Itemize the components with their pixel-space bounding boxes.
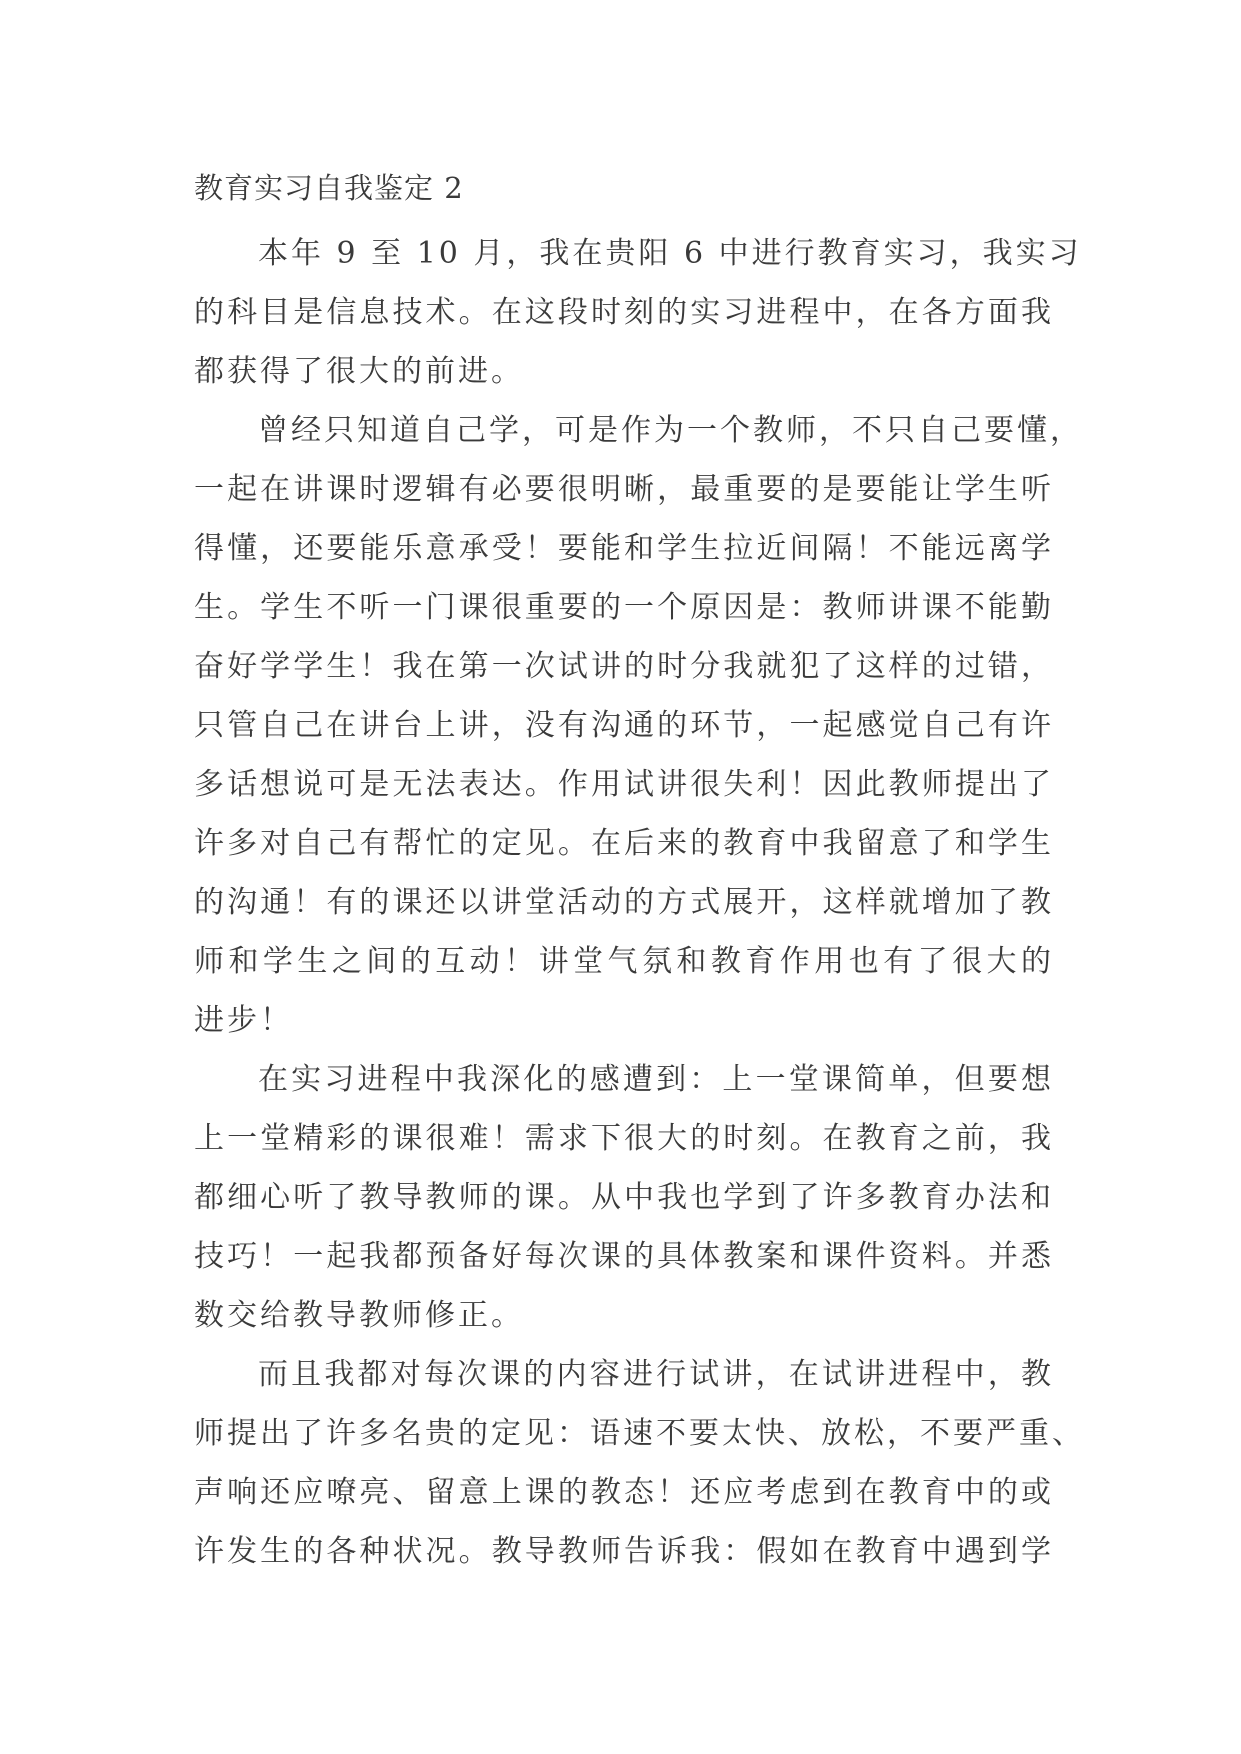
text-line: 多话想说可是无法表达。作用试讲很失利！因此教师提出了: [194, 767, 1054, 802]
text-line: 一起在讲课时逻辑有必要很明晰，最重要的是要能让学生听: [194, 472, 1054, 507]
paragraph-3: [194, 1050, 1054, 1345]
text-line: 上一堂精彩的课很难！需求下很大的时刻。在教育之前，我: [194, 1121, 1054, 1156]
text-line: 师提出了许多名贵的定见：语速不要太快、放松，不要严重、: [194, 1416, 1085, 1451]
text-line: 进步！: [194, 1003, 293, 1038]
text-line: 的沟通！有的课还以讲堂活动的方式展开，这样就增加了教: [194, 885, 1054, 920]
text-line: 的科目是信息技术。在这段时刻的实习进程中，在各方面我: [194, 295, 1054, 330]
text-line: 都细心听了教导教师的课。从中我也学到了许多教育办法和: [194, 1180, 1054, 1215]
paragraph-2: [194, 401, 1083, 1050]
document-body: [194, 224, 1085, 1581]
text-line: 师和学生之间的互动！讲堂气氛和教育作用也有了很大的: [194, 944, 1054, 979]
text-line: 技巧！一起我都预备好每次课的具体教案和课件资料。并悉: [194, 1239, 1054, 1274]
text-line: 奋好学学生！我在第一次试讲的时分我就犯了这样的过错，: [194, 649, 1054, 684]
text-line: 得懂，还要能乐意承受！要能和学生拉近间隔！不能远离学: [194, 531, 1054, 566]
document-title: 教育实习自我鉴定 2: [194, 171, 464, 205]
text-line: 许发生的各种状况。教导教师告诉我：假如在教育中遇到学: [194, 1534, 1054, 1569]
text-line: 生。学生不听一门课很重要的一个原因是：教师讲课不能勤: [194, 590, 1054, 625]
text-line: 只管自己在讲台上讲，没有沟通的环节，一起感觉自己有许: [194, 708, 1054, 743]
text-line: 都获得了很大的前进。: [194, 354, 524, 389]
text-line: 曾经只知道自己学，可是作为一个教师，不只自己要懂，: [258, 413, 1083, 448]
text-line: 在实习进程中我深化的感遭到：上一堂课简单，但要想: [258, 1062, 1054, 1097]
text-line: 数交给教导教师修正。: [194, 1298, 524, 1333]
text-line: 本年 9 至 10 月，我在贵阳 6 中进行教育实习，我实习: [258, 236, 1082, 271]
text-line: 许多对自己有帮忙的定见。在后来的教育中我留意了和学生: [194, 826, 1054, 861]
paragraph-1: [194, 224, 1082, 401]
text-line: 声响还应嘹亮、留意上课的教态！还应考虑到在教育中的或: [194, 1475, 1054, 1510]
text-line: 而且我都对每次课的内容进行试讲，在试讲进程中，教: [258, 1357, 1054, 1392]
paragraph-4: [194, 1345, 1085, 1581]
